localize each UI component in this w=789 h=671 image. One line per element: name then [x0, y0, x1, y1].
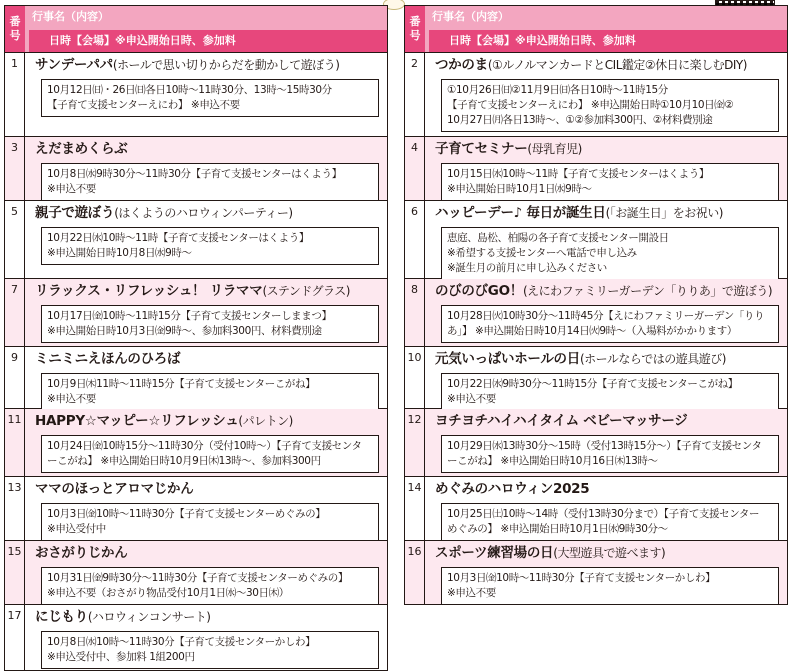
- event-title-main: ヨチヨチハイハイタイム ベビーマッサージ: [435, 413, 688, 429]
- event-title-content: (①ルノルマンカードとCIL鑑定②休日に楽しむDIY): [487, 58, 747, 72]
- event-detail-line: ※申込開始日時10月1日㈬9時～: [447, 183, 592, 195]
- event-title-main: ミニミニえほんのひろば: [35, 351, 181, 367]
- event-number: 7: [5, 279, 25, 346]
- event-detail-box: [441, 567, 779, 605]
- event-detail-line: 10月25日㈯10時～14時（受付13時30分まで）【子育て支援センター: [447, 508, 760, 520]
- event-number: 4: [405, 137, 425, 200]
- event-title-content: (パレトン): [238, 414, 293, 428]
- event-detail-box: [441, 503, 779, 541]
- event-detail-box: [441, 227, 779, 280]
- event-detail-line: ーこがね】 ※申込開始日時10月16日㈭13時～: [447, 455, 658, 467]
- event-title: [435, 479, 785, 499]
- event-title-main: ママのほっとアロマじかん: [35, 481, 194, 497]
- event-row: [404, 201, 788, 279]
- event-row: [404, 347, 788, 409]
- table-header-right: [404, 5, 788, 53]
- event-title-content: (ハロウィンコンサート): [87, 610, 211, 624]
- header-event-name: 行事名（内容）: [26, 6, 387, 28]
- event-row: [4, 53, 388, 137]
- event-title-main: HAPPY☆マッピー☆リフレッシュ: [35, 413, 239, 429]
- event-number: 8: [405, 279, 425, 346]
- header-datetime-venue: 日時【会場】※申込開始日時、参加料: [429, 30, 787, 52]
- event-detail-line: ※申込受付中: [47, 523, 106, 535]
- event-detail-line: ①10月26日㈰②11月9日㈰各日10時～11時15分: [447, 84, 668, 96]
- event-title-main: 元気いっぱいホールの日: [435, 351, 580, 367]
- event-detail-box: [441, 79, 779, 132]
- event-title-main: つかのま: [435, 57, 488, 73]
- event-detail-line: 10月8日㈬9時30分～11時30分【子育て支援センターはくよう】: [47, 168, 342, 180]
- header-number-char-1: 番: [409, 15, 421, 29]
- event-title: [35, 139, 385, 159]
- event-row: [404, 137, 788, 201]
- event-row: [404, 279, 788, 347]
- event-detail-line: 10月28日㈫10時30分～11時45分【えにわファミリーガーデン「りり: [447, 310, 765, 322]
- event-detail-line: ※申込受付中、参加料 1組200円: [47, 651, 195, 663]
- event-detail-line: 10月22日㈬9時30分～11時15分【子育て支援センターこがね】: [447, 378, 738, 390]
- event-title: [435, 543, 785, 563]
- event-number: 11: [5, 409, 25, 476]
- event-row: [4, 605, 388, 671]
- event-table-left: [4, 5, 388, 671]
- event-title-main: めぐみのハロウィン2025: [435, 481, 590, 497]
- event-number: 1: [5, 53, 25, 136]
- event-title-content: (はくようのハロウィンパーティー): [114, 206, 293, 220]
- event-row: [4, 477, 388, 541]
- event-detail-box: [41, 631, 379, 669]
- header-event-name: 行事名（内容）: [426, 6, 787, 28]
- event-title-main: 親子で遊ぼう: [35, 205, 115, 221]
- event-detail-line: 10月27日㈪各日13時～、①②参加料300円、②材料費別途: [447, 114, 713, 126]
- event-title-content: (大型遊具で遊べます): [553, 546, 666, 560]
- event-title-content: (「お誕生日」をお祝い): [605, 206, 723, 220]
- event-title-main: リラックス・リフレッシュ！ リラママ: [35, 283, 263, 299]
- event-detail-box: [441, 163, 779, 201]
- event-detail-line: 10月12日㈰・26日㈰各日10時～11時30分、13時～15時30分: [47, 84, 332, 96]
- event-table-right: [404, 5, 788, 605]
- event-number: 15: [5, 541, 25, 604]
- event-detail-line: 【子育て支援センターえにわ】 ※申込不要: [47, 99, 240, 111]
- event-detail-box: [441, 305, 779, 343]
- event-title-content: (えにわファミリーガーデン「りりあ」で遊ぼう): [522, 284, 773, 298]
- event-detail-line: 10月9日㈭11時～11時15分【子育て支援センターこがね】: [47, 378, 316, 390]
- event-title: [35, 543, 385, 563]
- table-header-left: [4, 5, 388, 53]
- event-number: 5: [5, 201, 25, 278]
- event-detail-line: 10月3日㈮10時～11時30分【子育て支援センターめぐみの】: [47, 508, 326, 520]
- event-row: [4, 541, 388, 605]
- event-detail-line: あ」】 ※申込開始日時10月14日㈫9時～（入場料がかかります）: [447, 325, 737, 337]
- event-detail-box: [41, 373, 379, 411]
- event-detail-line: 10月17日㈮10時～11時15分【子育て支援センターしままつ】: [47, 310, 332, 322]
- event-title-main: えだまめくらぶ: [35, 141, 128, 157]
- event-detail-box: [41, 79, 379, 117]
- event-title: [35, 349, 385, 369]
- event-detail-box: [41, 227, 379, 265]
- event-detail-line: 10月3日㈮10時～11時30分【子育て支援センターかしわ】: [447, 572, 716, 584]
- event-number: 17: [5, 605, 25, 670]
- event-title-main: のびのびGO！: [435, 283, 523, 299]
- header-number-label: [405, 6, 425, 52]
- event-detail-line: 10月31日㈮9時30分～11時30分【子育て支援センターめぐみの】: [47, 572, 348, 584]
- event-title: [435, 349, 785, 369]
- event-title-content: (ホールならではの遊具遊び): [579, 352, 726, 366]
- event-number: 2: [405, 53, 425, 136]
- event-title: [35, 281, 385, 301]
- event-detail-line: 10月22日㈬10時～11時【子育て支援センターはくよう】: [47, 232, 309, 244]
- event-title: [35, 203, 385, 223]
- event-title-content: (ステンドグラス): [262, 284, 350, 298]
- event-title: [435, 55, 785, 75]
- event-detail-line: ※申込不要: [47, 393, 96, 405]
- event-title: [35, 607, 385, 627]
- event-detail-box: [441, 373, 779, 411]
- header-number-char-1: 番: [9, 15, 21, 29]
- event-detail-line: 10月24日㈮10時15分～11時30分（受付10時～）【子育て支援センタ: [47, 440, 362, 452]
- event-detail-line: ※申込開始日時10月3日㈮9時～、参加料300円、材料費別途: [47, 325, 322, 337]
- event-detail-line: めぐみの】 ※申込開始日時10月1日㈬9時30分～: [447, 523, 668, 535]
- event-detail-box: [41, 163, 379, 201]
- event-title-main: ハッピーデー♪ 毎日が誕生日: [435, 205, 606, 221]
- event-number: 14: [405, 477, 425, 540]
- event-row: [4, 137, 388, 201]
- event-title: [435, 139, 785, 159]
- event-title-content: (ホールで思い切りからだを動かして遊ぼう): [112, 58, 340, 72]
- event-title-main: サンデーパパ: [35, 57, 113, 73]
- event-detail-line: 【子育て支援センターえにわ】 ※申込開始日時①10月10日㈮②: [447, 99, 734, 111]
- event-number: 10: [405, 347, 425, 408]
- event-detail-box: [41, 435, 379, 473]
- event-row: [404, 541, 788, 605]
- event-title: [435, 203, 785, 223]
- event-detail-box: [441, 435, 779, 473]
- event-detail-line: 10月29日㈬13時30分～15時（受付13時15分～）【子育て支援センタ: [447, 440, 762, 452]
- event-detail-box: [41, 503, 379, 541]
- event-detail-line: ※誕生月の前月に申し込みください: [447, 262, 607, 274]
- event-detail-line: 10月8日㈬10時～11時30分【子育て支援センターかしわ】: [47, 636, 316, 648]
- event-detail-line: ※申込不要（おさがり物品受付10月1日㈬～30日㈭）: [47, 587, 289, 599]
- event-title: [435, 411, 785, 431]
- event-number: 13: [5, 477, 25, 540]
- event-title: [35, 55, 385, 75]
- event-number: 9: [5, 347, 25, 408]
- event-title: [435, 281, 785, 301]
- event-row: [4, 347, 388, 409]
- event-detail-box: [41, 305, 379, 343]
- event-row: [4, 409, 388, 477]
- event-detail-line: ※申込不要: [447, 587, 496, 599]
- event-detail-line: 恵庭、島松、柏陽の各子育て支援センター開設日: [447, 232, 669, 244]
- event-number: 16: [405, 541, 425, 604]
- event-row: [404, 477, 788, 541]
- event-title-main: 子育てセミナー: [435, 141, 528, 157]
- event-detail-line: ※申込開始日時10月8日㈬9時～: [47, 247, 192, 259]
- event-number: 6: [405, 201, 425, 278]
- event-title-main: にじもり: [35, 609, 88, 625]
- event-title: [35, 479, 385, 499]
- event-title-content: (母乳育児): [527, 142, 582, 156]
- event-number: 3: [5, 137, 25, 200]
- event-detail-box: [41, 567, 379, 605]
- event-row: [4, 279, 388, 347]
- event-row: [4, 201, 388, 279]
- event-title-main: スポーツ練習場の日: [435, 545, 554, 561]
- event-detail-line: ※申込不要: [447, 393, 496, 405]
- event-title-main: おさがりじかん: [35, 545, 128, 561]
- event-number: 12: [405, 409, 425, 476]
- event-row: [404, 409, 788, 477]
- event-row: [404, 53, 788, 137]
- event-title: [35, 411, 385, 431]
- header-number-char-2: 号: [9, 29, 21, 42]
- event-detail-line: 10月15日㈬10時～11時【子育て支援センターはくよう】: [447, 168, 709, 180]
- header-number-label: [5, 6, 25, 52]
- event-detail-line: ーこがね】 ※申込開始日時10月9日㈭13時～、参加料300円: [47, 455, 321, 467]
- header-number-char-2: 号: [409, 29, 421, 42]
- event-detail-line: ※希望する支援センターへ電話で申し込み: [447, 247, 637, 259]
- event-detail-line: ※申込不要: [47, 183, 96, 195]
- header-datetime-venue: 日時【会場】※申込開始日時、参加料: [29, 30, 387, 52]
